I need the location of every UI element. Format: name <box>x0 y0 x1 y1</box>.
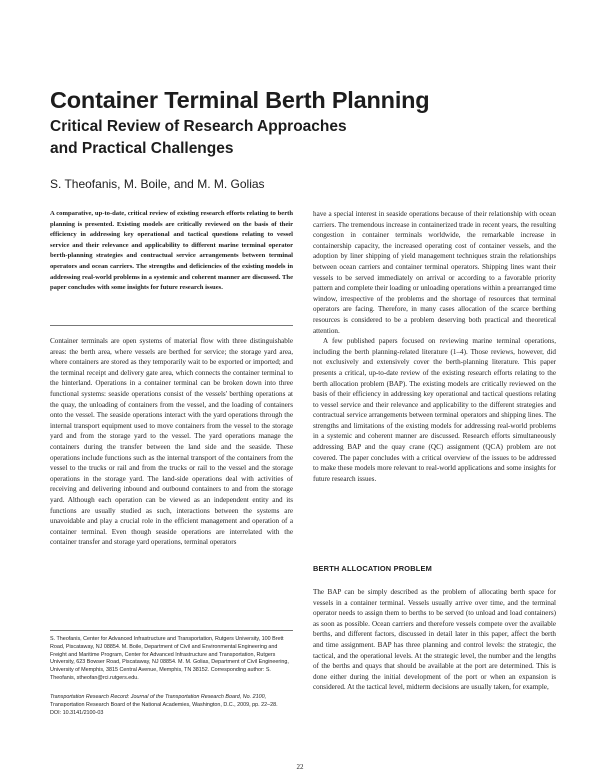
citation <box>50 694 293 717</box>
author-affiliations: S. Theofanis, Center for Advanced Infrastructure and Transportation, Rutgers University, 100 Brett Road, Piscataway, NJ 08854. M. Boile, Department of Civil and Environmental Engineering and Freight and Maritime Program, Center for Advanced Infrastructure and Transportation, Rutgers University, 623 Bowser Road, Piscataway, NJ 08854. M. M. Golias, Department of Civil Engineering, University of Memphis, 3815 Central Avenue, Memphis, TN 38152. Corresponding author: S. Theofanis, stheofan@rci.rutgers.edu. <box>50 636 289 681</box>
subtitle-line-2: and Practical Challenges <box>50 140 234 157</box>
body-paragraph: Container terminals are open systems of material flow with three distinguishable areas: the berth area, where vessels are berthed for service; the storage yard area, where containers are stored as they temporarily wait to be exported or imported; and the terminal receipt and delivery gate area, which connects the container terminal to the hinterland. Operations in a container terminal can be broken down into three functional systems: seaside operations consist of the vessels' berthing operations at the quay, the unloading of containers from the vessel, and the loading of containers onto the vessel. The seaside operations interact with the yard operations through the internal transport equipment used to move containers from the vessel to the storage yard and from the storage yard to the vessel. The yard operations manage the containers during the transfer between the land side and the seaside. These operations include functions such as the internal transport of the containers from the vessel to the trucks or rail and from the trucks or rail to the vessel and the storage operations in the storage yard. The land-side operations deal with activities of receiving and delivering inbound and outbound containers to and from the storage yard. Although each operation can be viewed as an independent entity and its functions are usually studied as such, interactions between the systems are unavoidable and play a crucial role in the efficient management and operation of a container terminal. Even though seaside operations are interrelated with the container transfer and storage yard operations, terminal operators <box>50 337 293 547</box>
body-paragraph: have a special interest in seaside operations because of their relationship with ocean carriers. The tremendous increase in containerized trade in recent years, the resulting congestion in container terminals worldwide, the remarkable increase in containership capacity, the increased operating cost of container vessels, and the adoption by liner shipping of yield management techniques strain the relationships between ocean carriers and container terminal operators. Shipping lines want their vessels to be served immediately on arrival or according to a favorable priority pattern and complete their loading or unloading operations within a prearranged time window, irrespective of the problems and the shortage of resources that terminal operators are facing. Therefore, in many cases allocation of the scarce berthing resources is considered to be a problem deserving both practical and theoretical attention. <box>313 210 556 335</box>
citation-details: Transportation Research Board of the National Academies, Washington, D.C., 2009, pp. 22–28. <box>50 701 278 708</box>
journal-name: Transportation Research Record: Journal of the Transportation Research Board, No. 2100, <box>50 694 267 700</box>
right-column <box>313 209 556 484</box>
doi: DOI: 10.3141/2100-03 <box>50 709 104 716</box>
right-column-continued <box>313 587 556 693</box>
page-number: 22 <box>296 763 304 771</box>
abstract-divider <box>50 325 293 326</box>
paper-title: Container Terminal Berth Planning <box>50 87 430 113</box>
section-heading: BERTH ALLOCATION PROBLEM <box>313 564 432 573</box>
body-paragraph: The BAP can be simply described as the problem of allocating berth space for vessels in a container terminal. Vessels usually arrive over time, and the terminal operator needs to assign them to berths to be served (to unload and load containers) as soon as possible. Ocean carriers and therefore vessels compete over the available berths, and different factors, discussed in detail later in this paper, affect the berth and time assignment. BAP has three planning and control levels: the strategic, the tactical, and the operational levels. At the strategic level, the number and the lengths of the berths and quays that should be available at the port are determined. This is done either during the initial development of the port or when an expansion is considered. At the tactical level, midterm decisions are usually taken, for example, <box>313 588 556 692</box>
paper-subtitle <box>50 116 570 160</box>
subtitle-line-1: Critical Review of Research Approaches <box>50 118 347 135</box>
footnote-divider <box>50 630 293 631</box>
abstract: A comparative, up-to-date, critical review of existing research efforts relating to berth planning is presented. Existing models are critically reviewed on the basis of their efficiency in addressing key operational and tactical questions relating to vessel service and their relevance and applicability to different marine terminal operator berth-planning strategies and contractual service arrangements between terminal operators and ocean carriers. The strengths and deficiencies of the existing models in addressing real-world problems in a systemic and coherent manner are discussed. The paper concludes with some insights for future research issues. <box>50 210 293 292</box>
body-paragraph: A few published papers focused on reviewing marine terminal operations, including the berth planning-related literature (1–4). Those reviews, however, did not exclusively and extensively cover the berth-planning literature. This paper presents a critical, up-to-date review of the existing research efforts relating to the berth allocation problem (BAP). The existing models are critically reviewed on the basis of their efficiency in addressing key operational and tactical questions relating to vessel service and their relevance and applicability to the different strategies and contractual service arrangements between terminal operators and shipping lines. The strengths and limitations of the existing models for addressing real-world problems in a systemic and coherent manner are discussed. Research efforts simultaneously addressing BAP and the quay crane (QC) assignment (QCA) problem are not covered. The paper concludes with a critical overview of the issues to be addressed to make these models more relevant to real-world applications and some insights for future research issues. <box>313 337 556 483</box>
author-list: S. Theofanis, M. Boile, and M. M. Golias <box>50 177 265 191</box>
left-column <box>50 336 293 548</box>
